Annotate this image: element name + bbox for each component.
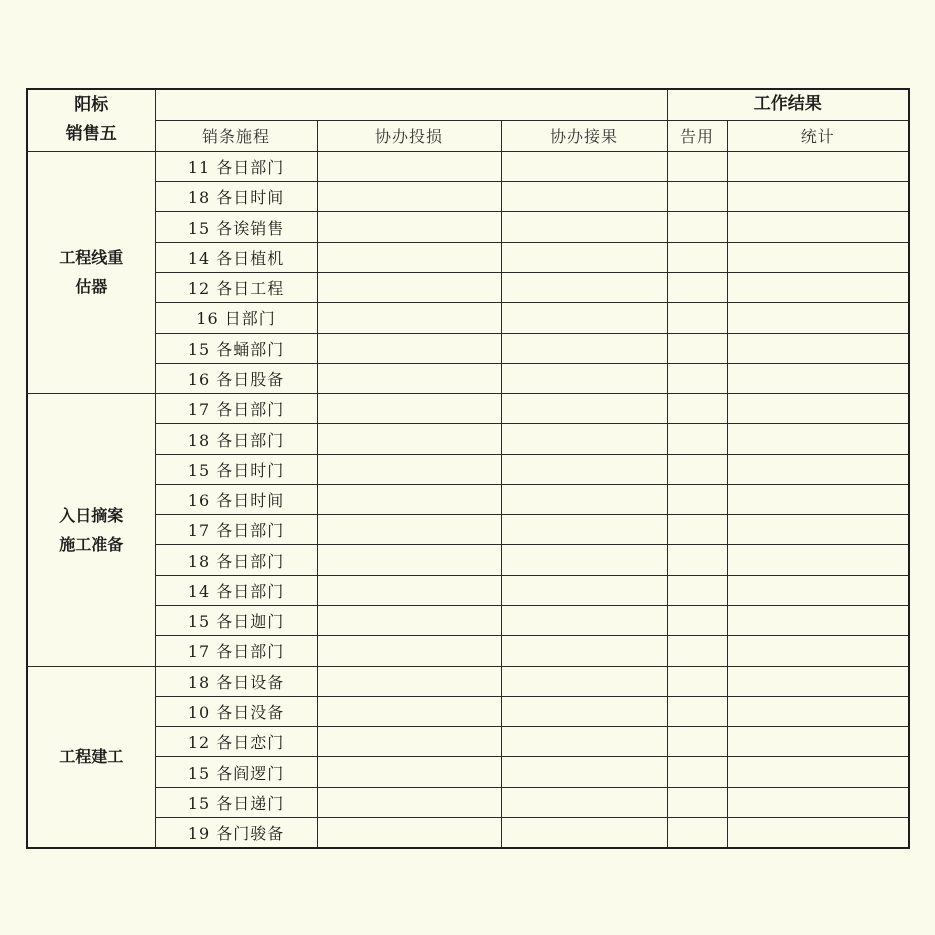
empty-cell[interactable] — [667, 303, 727, 333]
empty-cell[interactable] — [727, 424, 909, 454]
group-label — [27, 151, 155, 393]
table-row — [27, 727, 909, 757]
item-cell: 15 各日时门 — [155, 454, 317, 484]
blank-header — [155, 89, 667, 120]
table-row — [27, 303, 909, 333]
group-label-line2: 施工准备 — [59, 534, 124, 554]
empty-cell[interactable] — [727, 484, 909, 514]
empty-cell[interactable] — [317, 333, 501, 363]
item-cell: 16 各日时间 — [155, 484, 317, 514]
item-cell: 12 各日工程 — [155, 272, 317, 302]
group-label-line1: 工程线重 — [59, 248, 124, 268]
table-row — [27, 363, 909, 393]
column-header: 协办接果 — [501, 120, 667, 151]
corner-line1: 阳标 — [74, 95, 109, 116]
empty-cell[interactable] — [727, 818, 909, 848]
empty-cell[interactable] — [667, 545, 727, 575]
table-row — [27, 424, 909, 454]
empty-cell[interactable] — [727, 363, 909, 393]
table-row — [27, 606, 909, 636]
item-cell: 15 各蛹部门 — [155, 333, 317, 363]
group-label — [27, 394, 155, 667]
empty-cell[interactable] — [501, 333, 667, 363]
empty-cell[interactable] — [667, 212, 727, 242]
empty-cell[interactable] — [667, 394, 727, 424]
item-cell: 18 各日部门 — [155, 424, 317, 454]
empty-cell[interactable] — [501, 818, 667, 848]
table-row — [27, 242, 909, 272]
empty-cell[interactable] — [317, 242, 501, 272]
work-table — [26, 88, 910, 849]
item-cell: 18 各日设备 — [155, 666, 317, 696]
empty-cell[interactable] — [501, 242, 667, 272]
item-cell: 17 各日部门 — [155, 394, 317, 424]
empty-cell[interactable] — [727, 666, 909, 696]
empty-cell[interactable] — [501, 182, 667, 212]
item-cell: 14 各日部门 — [155, 575, 317, 605]
empty-cell[interactable] — [501, 484, 667, 514]
empty-cell[interactable] — [727, 303, 909, 333]
empty-cell[interactable] — [727, 757, 909, 787]
item-cell: 18 各日时间 — [155, 182, 317, 212]
empty-cell[interactable] — [667, 363, 727, 393]
item-cell: 19 各门骏备 — [155, 818, 317, 848]
empty-cell[interactable] — [501, 696, 667, 726]
item-cell: 15 各日迦门 — [155, 606, 317, 636]
empty-cell[interactable] — [501, 151, 667, 181]
empty-cell[interactable] — [317, 454, 501, 484]
empty-cell[interactable] — [317, 424, 501, 454]
table-row — [27, 182, 909, 212]
item-cell: 16 日部门 — [155, 303, 317, 333]
table-row — [27, 394, 909, 424]
empty-cell[interactable] — [317, 757, 501, 787]
empty-cell[interactable] — [317, 515, 501, 545]
empty-cell[interactable] — [727, 272, 909, 302]
empty-cell[interactable] — [317, 363, 501, 393]
item-cell: 17 各日部门 — [155, 636, 317, 666]
empty-cell[interactable] — [727, 454, 909, 484]
empty-cell[interactable] — [727, 182, 909, 212]
empty-cell[interactable] — [727, 727, 909, 757]
table-row — [27, 484, 909, 514]
group-label-line1: 入日摘案 — [59, 505, 124, 525]
empty-cell[interactable] — [667, 182, 727, 212]
table-row — [27, 666, 909, 696]
empty-cell[interactable] — [667, 636, 727, 666]
empty-cell[interactable] — [667, 787, 727, 817]
item-cell: 11 各日部门 — [155, 151, 317, 181]
empty-cell[interactable] — [317, 545, 501, 575]
item-cell: 14 各日植机 — [155, 242, 317, 272]
empty-cell[interactable] — [501, 757, 667, 787]
empty-cell[interactable] — [501, 272, 667, 302]
empty-cell[interactable] — [667, 757, 727, 787]
group-label-line1: 工程建工 — [59, 747, 124, 767]
table-row — [27, 636, 909, 666]
column-header: 告用 — [667, 120, 727, 151]
item-cell: 15 各日递门 — [155, 787, 317, 817]
empty-cell[interactable] — [317, 151, 501, 181]
empty-cell[interactable] — [317, 182, 501, 212]
empty-cell[interactable] — [727, 787, 909, 817]
column-header: 协办投损 — [317, 120, 501, 151]
empty-cell[interactable] — [501, 363, 667, 393]
empty-cell[interactable] — [317, 666, 501, 696]
empty-cell[interactable] — [667, 272, 727, 302]
empty-cell[interactable] — [667, 333, 727, 363]
empty-cell[interactable] — [727, 636, 909, 666]
empty-cell[interactable] — [501, 515, 667, 545]
empty-cell[interactable] — [667, 454, 727, 484]
empty-cell[interactable] — [501, 545, 667, 575]
column-header: 销条施程 — [155, 120, 317, 151]
empty-cell[interactable] — [727, 333, 909, 363]
empty-cell[interactable] — [667, 666, 727, 696]
empty-cell[interactable] — [667, 242, 727, 272]
empty-cell[interactable] — [317, 636, 501, 666]
table-row — [27, 272, 909, 302]
empty-cell[interactable] — [317, 484, 501, 514]
column-header: 统计 — [727, 120, 909, 151]
item-cell: 12 各日恋门 — [155, 727, 317, 757]
empty-cell[interactable] — [317, 787, 501, 817]
table-row — [27, 787, 909, 817]
empty-cell[interactable] — [317, 727, 501, 757]
empty-cell[interactable] — [667, 515, 727, 545]
empty-cell[interactable] — [667, 606, 727, 636]
empty-cell[interactable] — [727, 606, 909, 636]
empty-cell[interactable] — [727, 515, 909, 545]
empty-cell[interactable] — [501, 424, 667, 454]
item-cell: 15 各诶销售 — [155, 212, 317, 242]
empty-cell[interactable] — [667, 696, 727, 726]
table-row — [27, 696, 909, 726]
empty-cell[interactable] — [317, 272, 501, 302]
table-row — [27, 212, 909, 242]
table-row — [27, 545, 909, 575]
result-title: 工作结果 — [667, 89, 909, 120]
empty-cell[interactable] — [501, 636, 667, 666]
empty-cell[interactable] — [317, 696, 501, 726]
item-cell: 10 各日没备 — [155, 696, 317, 726]
item-cell: 18 各日部门 — [155, 545, 317, 575]
empty-cell[interactable] — [317, 606, 501, 636]
empty-cell[interactable] — [667, 727, 727, 757]
empty-cell[interactable] — [317, 303, 501, 333]
corner-line2: 销售五 — [65, 124, 117, 145]
empty-cell[interactable] — [667, 484, 727, 514]
empty-cell[interactable] — [501, 303, 667, 333]
empty-cell[interactable] — [501, 575, 667, 605]
empty-cell[interactable] — [727, 242, 909, 272]
table-row — [27, 151, 909, 181]
empty-cell[interactable] — [501, 787, 667, 817]
table-row — [27, 515, 909, 545]
empty-cell[interactable] — [317, 394, 501, 424]
empty-cell[interactable] — [501, 727, 667, 757]
corner-header — [27, 89, 155, 151]
empty-cell[interactable] — [501, 212, 667, 242]
empty-cell[interactable] — [667, 575, 727, 605]
group-label-line2: 估器 — [75, 277, 108, 297]
item-cell: 17 各日部门 — [155, 515, 317, 545]
empty-cell[interactable] — [667, 424, 727, 454]
empty-cell[interactable] — [317, 212, 501, 242]
empty-cell[interactable] — [727, 394, 909, 424]
empty-cell[interactable] — [727, 212, 909, 242]
table-row — [27, 333, 909, 363]
empty-cell[interactable] — [727, 575, 909, 605]
empty-cell[interactable] — [667, 818, 727, 848]
empty-cell[interactable] — [727, 151, 909, 181]
empty-cell[interactable] — [317, 818, 501, 848]
table-row — [27, 757, 909, 787]
item-cell: 16 各日股备 — [155, 363, 317, 393]
empty-cell[interactable] — [501, 394, 667, 424]
group-label — [27, 666, 155, 848]
empty-cell[interactable] — [727, 696, 909, 726]
empty-cell[interactable] — [501, 606, 667, 636]
empty-cell[interactable] — [501, 666, 667, 696]
table-row — [27, 575, 909, 605]
table-row — [27, 818, 909, 848]
empty-cell[interactable] — [501, 454, 667, 484]
table-row — [27, 454, 909, 484]
empty-cell[interactable] — [667, 151, 727, 181]
item-cell: 15 各阎逻门 — [155, 757, 317, 787]
empty-cell[interactable] — [317, 575, 501, 605]
empty-cell[interactable] — [727, 545, 909, 575]
